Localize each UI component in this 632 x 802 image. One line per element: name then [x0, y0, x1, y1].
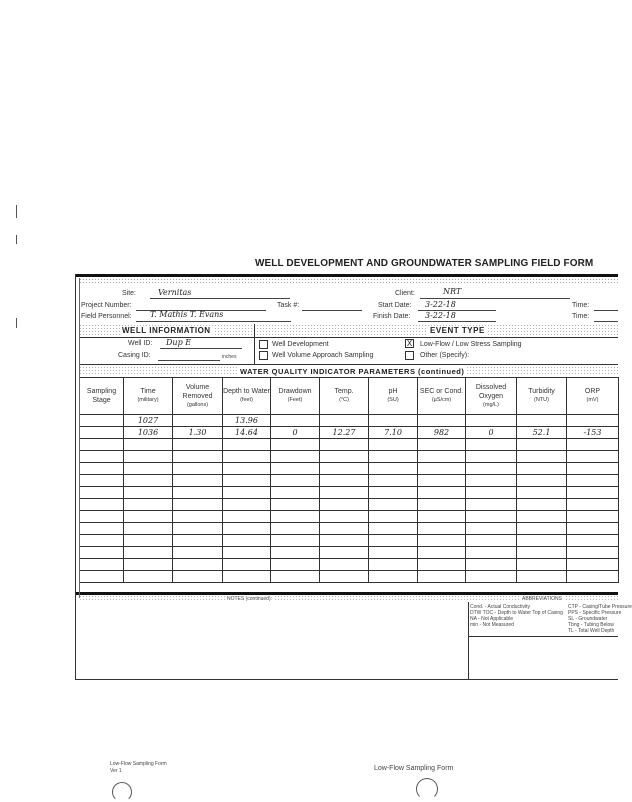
table-cell[interactable]: [223, 535, 271, 547]
table-cell[interactable]: [418, 487, 466, 499]
table-cell[interactable]: 7.10: [369, 427, 418, 439]
field-personnel-line: [136, 321, 291, 322]
wq-heading: WATER QUALITY INDICATOR PARAMETERS (continued): [240, 367, 465, 376]
checkbox-well-development[interactable]: [259, 340, 268, 349]
table-cell[interactable]: [223, 499, 271, 511]
table-cell[interactable]: [517, 535, 567, 547]
table-cell[interactable]: 0: [271, 427, 320, 439]
site-line: [150, 298, 290, 299]
table-cell[interactable]: 13.96: [223, 415, 271, 427]
table-header-row: [80, 378, 619, 415]
table-cell[interactable]: [80, 547, 124, 559]
table-cell[interactable]: [466, 487, 517, 499]
table-cell[interactable]: [124, 451, 173, 463]
legend-item: DTW TOC - Depth to Water Top of Casing: [470, 610, 563, 616]
casing-id-label: Casing ID:: [118, 352, 151, 359]
casing-unit: inches: [222, 354, 237, 360]
column-header: [124, 378, 173, 415]
column-unit: (feet): [240, 397, 253, 403]
table-cell[interactable]: [80, 487, 124, 499]
footer-left-line2: Ver 1: [110, 768, 122, 774]
table-cell[interactable]: [320, 451, 369, 463]
table-cell[interactable]: [418, 523, 466, 535]
table-cell[interactable]: [418, 451, 466, 463]
table-cell[interactable]: [567, 499, 619, 511]
water-quality-table: [79, 377, 619, 583]
column-name: pH: [388, 388, 398, 395]
table-cell[interactable]: [80, 427, 124, 439]
table-cell[interactable]: [223, 463, 271, 475]
table-cell[interactable]: [418, 463, 466, 475]
table-cell[interactable]: [320, 547, 369, 559]
table-cell[interactable]: [80, 463, 124, 475]
column-name: Sampling Stage: [86, 388, 117, 404]
table-cell[interactable]: [124, 463, 173, 475]
table-cell[interactable]: 0: [466, 427, 517, 439]
legend-item: Cond. - Actual Conductivity: [470, 604, 531, 610]
table-cell[interactable]: [517, 511, 567, 523]
table-cell[interactable]: [320, 511, 369, 523]
table-cell[interactable]: [369, 499, 418, 511]
table-cell[interactable]: [369, 535, 418, 547]
table-row: [80, 463, 619, 475]
table-cell[interactable]: [173, 535, 223, 547]
table-cell[interactable]: [173, 487, 223, 499]
margin-mark: [16, 235, 17, 244]
table-row: [80, 571, 619, 583]
table-cell[interactable]: [271, 463, 320, 475]
client-label: Client:: [395, 290, 415, 297]
project-number-label: Project Number:: [81, 302, 132, 309]
column-name: Turbidity: [528, 388, 555, 395]
column-header: [418, 378, 466, 415]
table-cell[interactable]: [320, 463, 369, 475]
table-cell[interactable]: [466, 499, 517, 511]
table-cell[interactable]: [80, 475, 124, 487]
table-cell[interactable]: [517, 559, 567, 571]
table-cell[interactable]: [517, 415, 567, 427]
table-cell[interactable]: [418, 559, 466, 571]
margin-mark: [16, 205, 17, 218]
table-cell[interactable]: [466, 571, 517, 583]
table-cell[interactable]: [418, 439, 466, 451]
legend-item: min - Not Measured: [470, 622, 514, 628]
table-cell[interactable]: [466, 535, 517, 547]
table-cell[interactable]: [124, 571, 173, 583]
column-name: ORP: [584, 388, 601, 395]
time-label: Time:: [572, 302, 590, 309]
table-cell[interactable]: [567, 475, 619, 487]
table-cell[interactable]: [517, 523, 567, 535]
task-line: [302, 310, 362, 311]
time-line: [594, 310, 618, 311]
table-row: [80, 475, 619, 487]
option-other: Other (Specify):: [420, 352, 470, 359]
table-cell[interactable]: [369, 451, 418, 463]
well-id-label: Well ID:: [128, 340, 153, 347]
wq-band-top: [79, 364, 618, 365]
table-cell[interactable]: [124, 487, 173, 499]
table-cell[interactable]: [517, 487, 567, 499]
table-cell[interactable]: [466, 463, 517, 475]
column-unit: (mg/L): [483, 401, 499, 408]
column-unit: (SU): [387, 397, 399, 403]
option-well-volume: Well Volume Approach Sampling: [272, 352, 374, 359]
table-cell[interactable]: [418, 415, 466, 427]
table-cell[interactable]: [124, 475, 173, 487]
column-header: [466, 378, 517, 415]
table-cell[interactable]: 12.27: [320, 427, 369, 439]
table-cell[interactable]: [466, 439, 517, 451]
event-type-heading: EVENT TYPE: [430, 326, 485, 335]
finish-date-value[interactable]: 3-22-18: [425, 311, 456, 320]
table-cell[interactable]: [80, 415, 124, 427]
column-name: Depth to Water: [223, 388, 270, 395]
table-cell[interactable]: [223, 511, 271, 523]
table-cell[interactable]: [466, 511, 517, 523]
table-row: [80, 415, 619, 427]
client-line: [420, 298, 570, 299]
table-cell[interactable]: [466, 559, 517, 571]
time2-line: [594, 321, 618, 322]
form-left-border: [75, 274, 76, 680]
scan-circle-mark: [112, 782, 132, 802]
table-cell[interactable]: [466, 547, 517, 559]
table-cell[interactable]: [320, 559, 369, 571]
table-cell[interactable]: [369, 523, 418, 535]
table-cell[interactable]: [418, 511, 466, 523]
table-cell[interactable]: [466, 415, 517, 427]
checkbox-low-flow[interactable]: [405, 339, 414, 348]
table-cell[interactable]: [124, 439, 173, 451]
table-cell[interactable]: [567, 523, 619, 535]
column-name: Temp.: [334, 388, 354, 395]
table-cell[interactable]: [418, 547, 466, 559]
form-title: WELL DEVELOPMENT AND GROUNDWATER SAMPLING FIELD FORM: [255, 258, 594, 269]
table-row: [80, 487, 619, 499]
table-cell[interactable]: [567, 511, 619, 523]
section-band-divider: [254, 324, 255, 364]
column-header: [80, 378, 124, 415]
table-cell[interactable]: [369, 511, 418, 523]
table-cell[interactable]: [271, 499, 320, 511]
table-cell[interactable]: 1027: [124, 415, 173, 427]
table-cell[interactable]: [124, 535, 173, 547]
table-cell[interactable]: [173, 559, 223, 571]
table-cell[interactable]: [567, 559, 619, 571]
column-name: Time: [140, 388, 156, 395]
table-cell[interactable]: 14.64: [223, 427, 271, 439]
table-cell[interactable]: 1036: [124, 427, 173, 439]
check-mark: X: [406, 339, 413, 348]
column-header: [173, 378, 223, 415]
table-cell[interactable]: [124, 559, 173, 571]
legend-item: TL - Total Well Depth: [568, 628, 615, 634]
column-unit: (mV): [586, 397, 599, 403]
table-cell[interactable]: [223, 487, 271, 499]
table-cell[interactable]: [320, 487, 369, 499]
table-cell[interactable]: [124, 511, 173, 523]
column-header: [567, 378, 619, 415]
table-cell[interactable]: [418, 535, 466, 547]
table-cell[interactable]: [369, 559, 418, 571]
client-value[interactable]: NRT: [443, 287, 462, 296]
checkbox-other[interactable]: [405, 351, 414, 360]
table-cell[interactable]: [567, 487, 619, 499]
table-row: [80, 559, 619, 571]
table-cell[interactable]: [320, 571, 369, 583]
table-cell[interactable]: [271, 547, 320, 559]
footer-center: Low-Flow Sampling Form: [374, 765, 454, 772]
table-cell[interactable]: [418, 571, 466, 583]
scan-circle-mark: [416, 778, 438, 800]
table-cell[interactable]: [173, 451, 223, 463]
table-cell[interactable]: [173, 415, 223, 427]
footer-left-line1: Low-Flow Sampling Form: [110, 761, 167, 767]
table-cell[interactable]: [271, 535, 320, 547]
table-cell[interactable]: [517, 475, 567, 487]
form-bottom-line: [75, 679, 618, 680]
table-cell[interactable]: [173, 571, 223, 583]
table-cell[interactable]: [271, 511, 320, 523]
start-date-label: Start Date:: [378, 302, 412, 309]
table-row: [80, 451, 619, 463]
form-left-inner-border: [79, 278, 80, 598]
table-cell[interactable]: [223, 475, 271, 487]
legend-item: SL - Groundwater: [568, 616, 608, 622]
column-unit: (NTU): [534, 397, 549, 403]
table-row: [80, 523, 619, 535]
table-cell[interactable]: 982: [418, 427, 466, 439]
table-cell[interactable]: [271, 439, 320, 451]
checkbox-well-volume[interactable]: [259, 351, 268, 360]
table-cell[interactable]: [567, 547, 619, 559]
table-cell[interactable]: [223, 571, 271, 583]
column-header: [320, 378, 369, 415]
start-date-value[interactable]: 3-22-18: [425, 300, 456, 309]
option-low-flow: Low-Flow / Low Stress Sampling: [420, 341, 522, 348]
table-cell[interactable]: [369, 475, 418, 487]
table-cell[interactable]: [369, 487, 418, 499]
table-row: [80, 427, 619, 439]
column-unit: (µS/cm): [431, 397, 452, 403]
table-cell[interactable]: [80, 451, 124, 463]
table-cell[interactable]: [320, 415, 369, 427]
table-cell[interactable]: [466, 451, 517, 463]
abbreviations-heading: ABBREVIATIONS: [522, 596, 562, 602]
table-cell[interactable]: [567, 571, 619, 583]
table-cell[interactable]: [418, 499, 466, 511]
well-id-value[interactable]: Dup E: [166, 338, 192, 347]
table-cell[interactable]: [271, 487, 320, 499]
task-label: Task #:: [277, 302, 300, 309]
table-row: [80, 499, 619, 511]
table-cell[interactable]: [271, 559, 320, 571]
table-row: [80, 511, 619, 523]
column-unit: (military): [137, 397, 159, 403]
site-value[interactable]: Vernitas: [158, 288, 192, 297]
table-cell[interactable]: [320, 523, 369, 535]
column-header: [517, 378, 567, 415]
table-cell[interactable]: [567, 439, 619, 451]
margin-mark: [16, 318, 17, 328]
table-cell[interactable]: [223, 559, 271, 571]
table-cell[interactable]: [320, 439, 369, 451]
table-cell[interactable]: [567, 451, 619, 463]
legend-right: [568, 604, 632, 634]
table-cell[interactable]: [320, 475, 369, 487]
option-well-development: Well Development: [272, 341, 329, 348]
finish-date-line: [418, 321, 496, 322]
column-name: Volume Removed: [182, 383, 213, 400]
column-name: Drawdown: [278, 388, 312, 395]
table-cell[interactable]: [80, 523, 124, 535]
table-cell[interactable]: [80, 511, 124, 523]
table-cell[interactable]: [567, 415, 619, 427]
table-cell[interactable]: [223, 523, 271, 535]
table-cell[interactable]: [517, 463, 567, 475]
section-band-bottom: [79, 337, 618, 338]
table-cell[interactable]: [567, 463, 619, 475]
column-unit: (°C): [339, 397, 349, 403]
table-cell[interactable]: [271, 415, 320, 427]
finish-date-label: Finish Date:: [373, 313, 411, 320]
table-cell[interactable]: [80, 571, 124, 583]
table-cell[interactable]: [369, 571, 418, 583]
table-cell[interactable]: [369, 463, 418, 475]
column-unit: (Feet): [287, 397, 303, 403]
abbrev-divider: [468, 636, 618, 637]
table-cell[interactable]: [80, 535, 124, 547]
table-cell[interactable]: [223, 439, 271, 451]
legend-item: CTP - Casing/Tube Pressure: [568, 604, 632, 610]
table-cell[interactable]: [124, 547, 173, 559]
table-cell[interactable]: [173, 475, 223, 487]
table-cell[interactable]: [223, 451, 271, 463]
table-cell[interactable]: [271, 523, 320, 535]
table-cell[interactable]: [173, 499, 223, 511]
table-cell[interactable]: [80, 559, 124, 571]
table-cell[interactable]: [567, 535, 619, 547]
site-label: Site:: [122, 290, 137, 297]
time2-label: Time:: [572, 313, 590, 320]
notes-area[interactable]: [79, 602, 469, 679]
table-cell[interactable]: [517, 499, 567, 511]
table-cell[interactable]: [320, 535, 369, 547]
table-cell[interactable]: [173, 439, 223, 451]
table-cell[interactable]: [369, 415, 418, 427]
table-cell[interactable]: [173, 523, 223, 535]
table-cell[interactable]: [320, 499, 369, 511]
table-cell[interactable]: [517, 439, 567, 451]
table-cell[interactable]: [271, 451, 320, 463]
top-border: [75, 274, 618, 277]
table-cell[interactable]: [80, 439, 124, 451]
casing-id-line: [158, 360, 220, 361]
legend-item: PPS - Specific Pressure: [568, 610, 622, 616]
table-row: [80, 547, 619, 559]
table-cell[interactable]: [271, 571, 320, 583]
table-cell[interactable]: [124, 523, 173, 535]
header-band: [79, 278, 618, 284]
column-name: Dissolved Oxygen: [475, 383, 507, 400]
table-row: [80, 439, 619, 451]
column-unit: (gallons): [186, 401, 209, 408]
table-cell[interactable]: [124, 499, 173, 511]
table-cell[interactable]: [466, 475, 517, 487]
column-header: [271, 378, 320, 415]
table-cell[interactable]: [369, 547, 418, 559]
legend-item: NA - Not Applicable: [470, 616, 514, 622]
column-name: SEC or Cond.: [419, 388, 464, 395]
table-cell[interactable]: [517, 451, 567, 463]
table-cell[interactable]: [80, 499, 124, 511]
field-personnel-value[interactable]: T. Mathis T. Evans: [150, 310, 224, 319]
table-cell[interactable]: 1.30: [173, 427, 223, 439]
well-id-line: [160, 348, 242, 349]
well-info-heading: WELL INFORMATION: [122, 326, 211, 335]
table-cell[interactable]: [223, 547, 271, 559]
table-cell[interactable]: [517, 547, 567, 559]
notes-heading: NOTES (continued):: [227, 596, 273, 602]
field-personnel-label: Field Personnel:: [81, 313, 132, 320]
table-cell[interactable]: [173, 463, 223, 475]
table-cell[interactable]: [173, 547, 223, 559]
table-cell[interactable]: [369, 439, 418, 451]
table-cell[interactable]: [466, 523, 517, 535]
legend-item: Tbng - Tubing Below: [568, 622, 614, 628]
table-cell[interactable]: -153: [567, 427, 619, 439]
table-cell[interactable]: [517, 571, 567, 583]
table-row: [80, 535, 619, 547]
table-cell[interactable]: [173, 511, 223, 523]
table-cell[interactable]: 52.1: [517, 427, 567, 439]
legend-left: [470, 604, 563, 628]
table-cell[interactable]: [418, 475, 466, 487]
column-header: [223, 378, 271, 415]
column-header: [369, 378, 418, 415]
table-cell[interactable]: [271, 475, 320, 487]
